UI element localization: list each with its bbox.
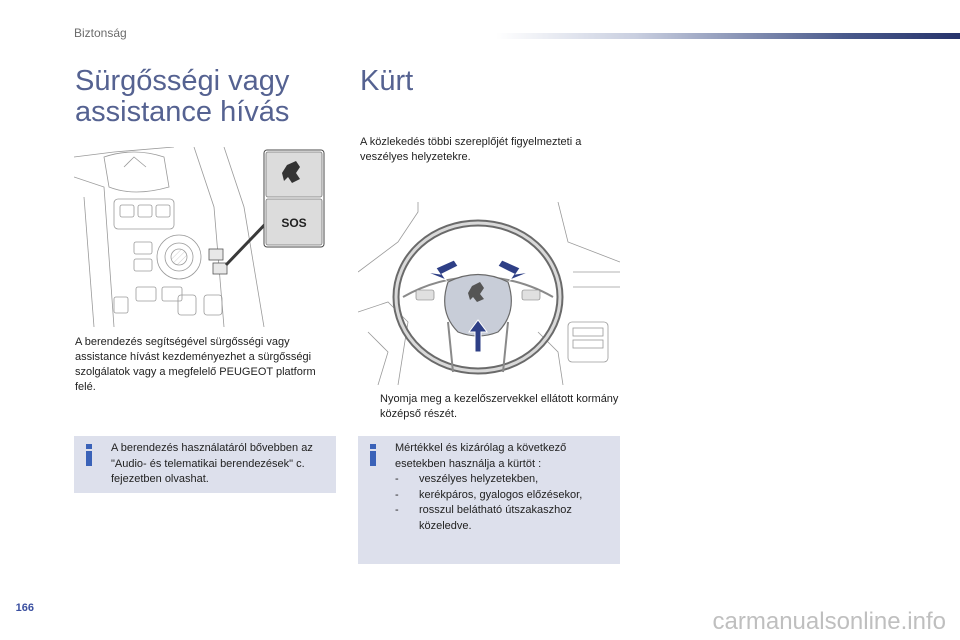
console-sos-illustration [74, 147, 336, 327]
info-text-right [395, 441, 615, 534]
page-number: 166 [15, 602, 34, 614]
info-right-intro: Mértékkel és kizárólag a következő esetekben használja a kürtöt : [395, 442, 567, 470]
horn-instruction [360, 392, 625, 422]
horn-instruction-text: Nyomja meg a kezelőszervekkel ellátott kormány középső részét. [380, 393, 619, 420]
list-dash: - [395, 473, 399, 485]
emergency-call-title-line2: assistance hívás [75, 96, 290, 128]
header-bar [496, 33, 960, 39]
info-box-right [358, 436, 620, 564]
horn-title: Kürt [360, 65, 414, 97]
horn-intro: A közlekedés többi szereplőjét figyelmezteti a veszélyes helyzetekre. [360, 136, 582, 163]
steering-wheel-illustration [358, 202, 620, 385]
info-icon [368, 444, 378, 466]
horn-usage-list [395, 472, 615, 534]
info-icon [84, 444, 94, 466]
list-item [395, 503, 615, 534]
list-dash: - [395, 504, 399, 516]
sos-button-label: SOS [281, 216, 307, 230]
list-dash: - [395, 488, 399, 501]
list-item [395, 488, 615, 504]
watermark: carmanualsonline.info [712, 608, 946, 635]
emergency-call-title [75, 66, 289, 128]
info-box-left [74, 436, 336, 493]
list-item-text: rosszul belátható útszakaszhoz közeledve. [419, 504, 572, 532]
emergency-call-title-line1: Sürgősségi vagy [75, 65, 290, 97]
info-text-left: A berendezés használatáról bővebben az "Audio- és telematikai berendezések" c. fejezetben olvashat. [111, 442, 313, 485]
emergency-call-description: A berendezés segítségével sürgősségi vagy assistance hívást kezdeményezhet a sürgősségi szolgálatok vagy a megfelelő PEUGEOT platform felé. [75, 336, 316, 393]
list-item-text: kerékpáros, gyalogos előzésekor, [419, 488, 583, 501]
section-label: Biztonság [74, 26, 127, 40]
list-item [395, 472, 615, 488]
list-item-text: veszélyes helyzetekben, [419, 473, 539, 485]
